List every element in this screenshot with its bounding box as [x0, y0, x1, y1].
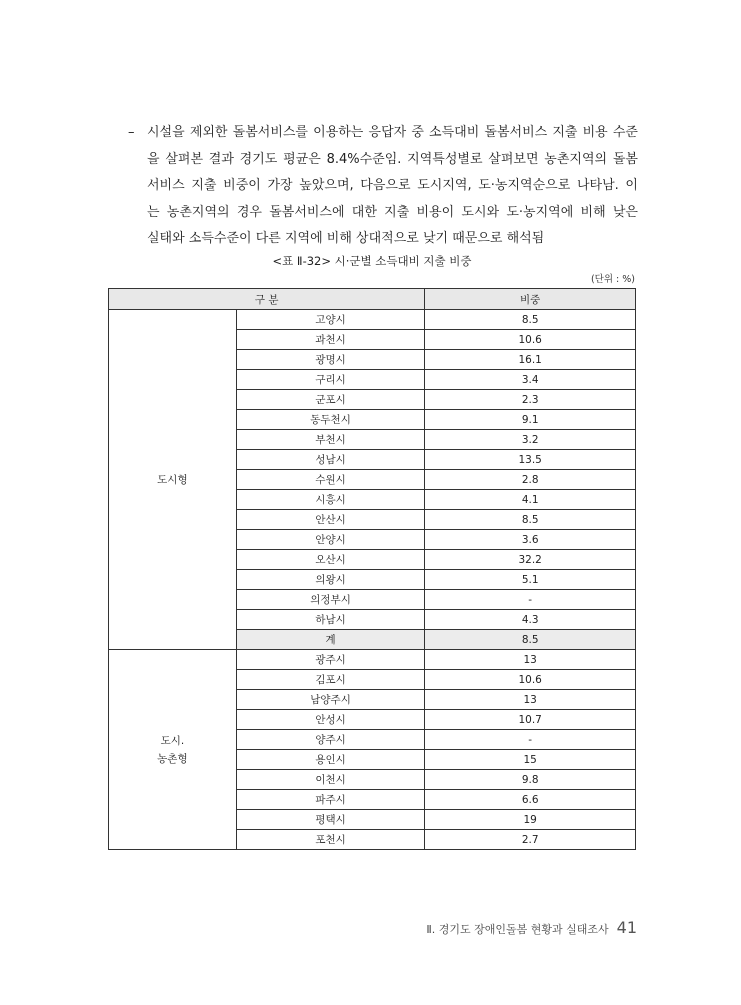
ratio-value: 13 [425, 650, 636, 670]
table-row [109, 650, 636, 670]
region-name: 시흥시 [236, 490, 425, 510]
table-row [109, 310, 636, 330]
ratio-value: 16.1 [425, 350, 636, 370]
ratio-value: 4.1 [425, 490, 636, 510]
table-header-row [109, 289, 636, 310]
page-number: 41 [616, 918, 637, 937]
region-name: 부천시 [236, 430, 425, 450]
region-name: 남양주시 [236, 690, 425, 710]
bullet-dash: – [128, 125, 135, 140]
group-label: 도시. 농촌형 [109, 650, 237, 850]
paragraph-line: 는 농촌지역의 경우 돌봄서비스에 대한 지출 비용이 도시와 도·농지역에 비해 낮은 [147, 204, 638, 220]
region-name: 김포시 [236, 670, 425, 690]
ratio-value: 2.7 [425, 830, 636, 850]
ratio-value: 2.8 [425, 470, 636, 490]
paragraph-line: 을 살펴본 결과 경기도 평균은 8.4%수준임. 지역특성별로 살펴보면 농촌지역의 돌봄 [147, 151, 638, 167]
header-value: 비중 [425, 289, 636, 310]
region-name: 수원시 [236, 470, 425, 490]
ratio-value: 5.1 [425, 570, 636, 590]
ratio-value: 9.8 [425, 770, 636, 790]
paragraph-line: 시설을 제외한 돌봄서비스를 이용하는 응답자 중 소득대비 돌봄서비스 지출 비용 수준 [147, 125, 638, 140]
running-title: Ⅱ. 경기도 장애인돌봄 현황과 실태조사 [426, 923, 609, 936]
region-name: 안성시 [236, 710, 425, 730]
ratio-value: 8.5 [425, 510, 636, 530]
region-name: 구리시 [236, 370, 425, 390]
ratio-value: 15 [425, 750, 636, 770]
region-name: 군포시 [236, 390, 425, 410]
body-paragraph [128, 120, 638, 253]
region-name: 양주시 [236, 730, 425, 750]
region-name: 동두천시 [236, 410, 425, 430]
table-caption: <표 Ⅱ-32> 시·군별 소득대비 지출 비중 [272, 254, 472, 268]
ratio-value: 10.6 [425, 670, 636, 690]
ratio-value: 2.3 [425, 390, 636, 410]
table-unit: (단위 : %) [590, 274, 635, 285]
ratio-value: 3.6 [425, 530, 636, 550]
region-name: 성남시 [236, 450, 425, 470]
region-name: 과천시 [236, 330, 425, 350]
ratio-table [108, 288, 636, 850]
ratio-value: 10.6 [425, 330, 636, 350]
ratio-value: 8.5 [425, 310, 636, 330]
region-name: 하남시 [236, 610, 425, 630]
ratio-value: 8.5 [425, 630, 636, 650]
group-label: 도시형 [109, 310, 237, 650]
ratio-value: 9.1 [425, 410, 636, 430]
region-name: 파주시 [236, 790, 425, 810]
paragraph-line: 서비스 지출 비중이 가장 높았으며, 다음으로 도시지역, 도·농지역순으로 나타남. 이 [147, 178, 638, 193]
region-name: 이천시 [236, 770, 425, 790]
region-name: 의왕시 [236, 570, 425, 590]
ratio-value: - [425, 730, 636, 750]
ratio-value: 32.2 [425, 550, 636, 570]
page-footer [426, 918, 637, 937]
region-name: 광주시 [236, 650, 425, 670]
ratio-value: 6.6 [425, 790, 636, 810]
region-name: 광명시 [236, 350, 425, 370]
region-name: 의정부시 [236, 590, 425, 610]
ratio-value: 3.4 [425, 370, 636, 390]
region-name: 안산시 [236, 510, 425, 530]
region-name: 안양시 [236, 530, 425, 550]
region-name: 포천시 [236, 830, 425, 850]
table-body [109, 310, 636, 850]
region-name: 평택시 [236, 810, 425, 830]
header-category: 구 분 [109, 289, 425, 310]
region-name: 용인시 [236, 750, 425, 770]
ratio-value: 13.5 [425, 450, 636, 470]
region-name: 고양시 [236, 310, 425, 330]
ratio-value: - [425, 590, 636, 610]
ratio-value: 13 [425, 690, 636, 710]
ratio-value: 3.2 [425, 430, 636, 450]
region-name: 오산시 [236, 550, 425, 570]
ratio-value: 19 [425, 810, 636, 830]
ratio-value: 10.7 [425, 710, 636, 730]
region-name: 계 [236, 630, 425, 650]
paragraph-line: 실태와 소득수준이 다른 지역에 비해 상대적으로 낮기 때문으로 해석됨 [147, 231, 545, 246]
ratio-value: 4.3 [425, 610, 636, 630]
